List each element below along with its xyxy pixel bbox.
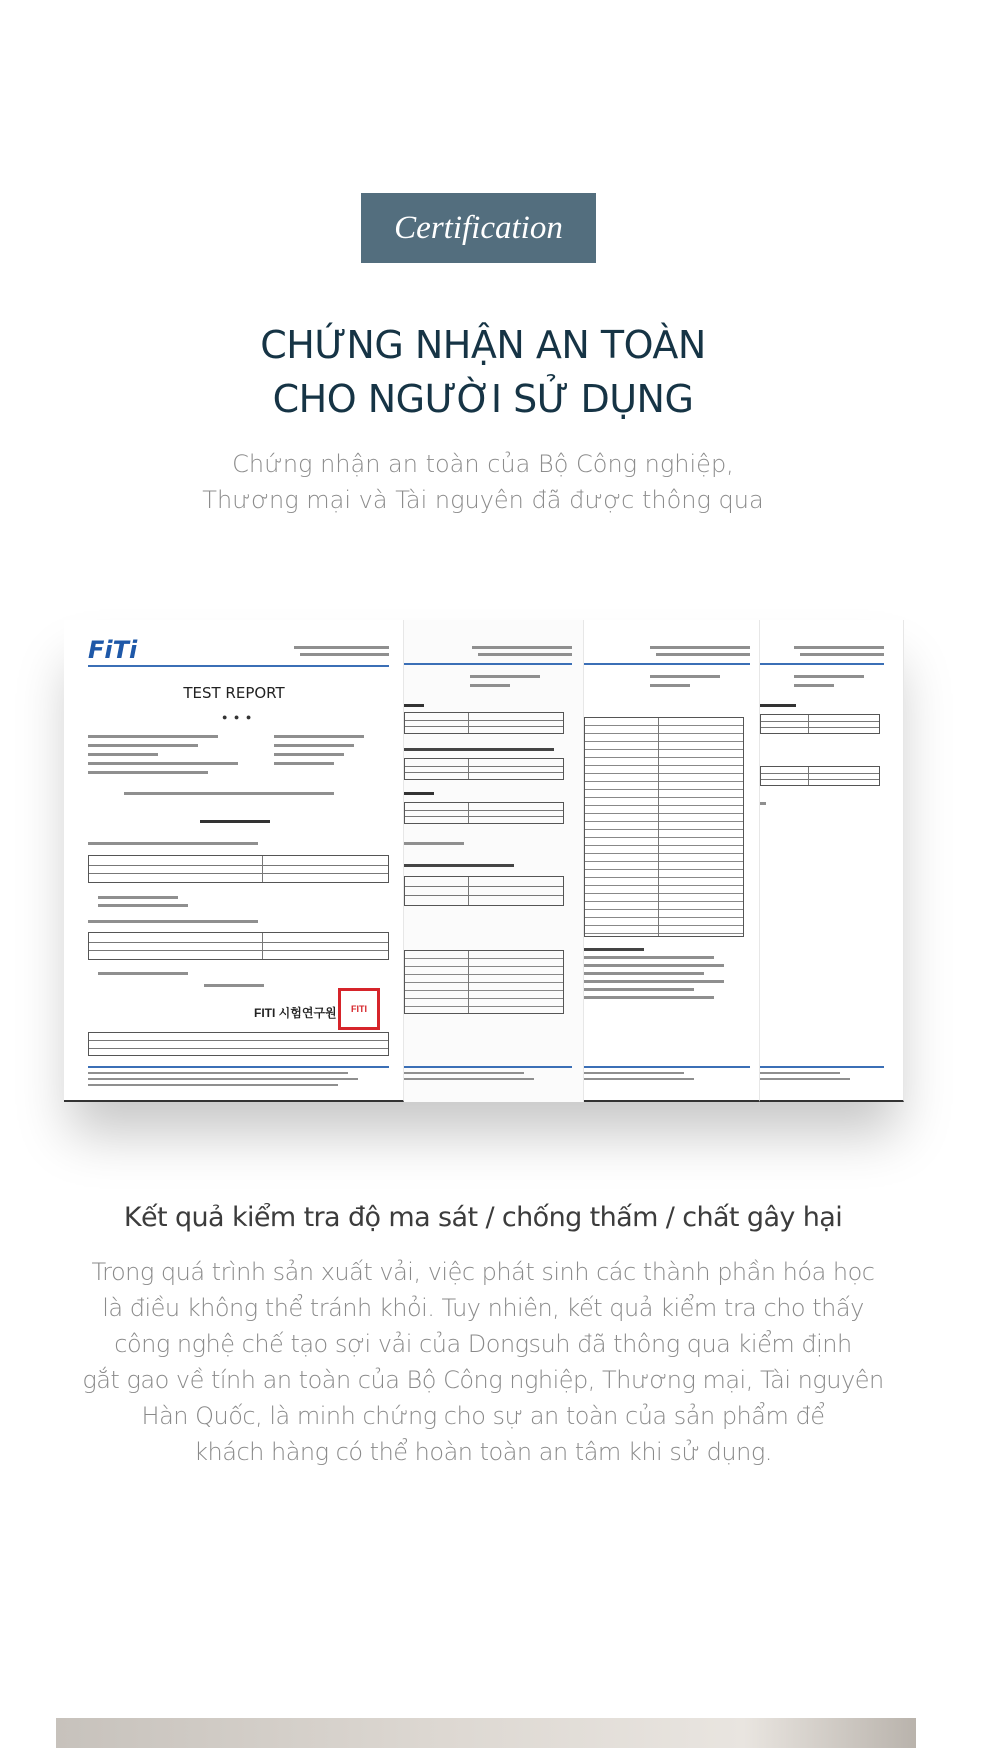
- test-report-page-4: [760, 620, 904, 1102]
- description-line: công nghệ chế tạo sợi vải của Dongsuh đã thông qua kiểm định: [114, 1330, 852, 1358]
- report-title: TEST REPORT: [183, 684, 285, 702]
- test-report-page-2: [404, 620, 584, 1102]
- test-result-description: [70, 1254, 896, 1470]
- test-report-page-1: [64, 620, 404, 1102]
- lab-name: FITI 시험연구원: [254, 1006, 337, 1020]
- description-line: gắt gao về tính an toàn của Bộ Công nghiệp, Thương mại, Tài nguyên: [82, 1366, 884, 1394]
- test-report-documents: [64, 620, 904, 1102]
- certification-badge: [361, 193, 596, 263]
- fiti-logo: FiTi: [88, 636, 138, 664]
- test-result-title: Kết quả kiểm tra độ ma sát / chống thấm / chất gây hại: [123, 1202, 843, 1233]
- page-subtitle: [0, 446, 966, 518]
- page-headline: [0, 318, 966, 426]
- bottom-product-image: [56, 1718, 916, 1748]
- description-line: khách hàng có thể hoàn toàn an tâm khi sử dụng.: [194, 1438, 772, 1466]
- headline-line-1: CHỨNG NHẬN AN TOÀN: [260, 323, 706, 367]
- subtitle-line-1: Chứng nhận an toàn của Bộ Công nghiệp,: [232, 450, 734, 478]
- lab-seal: FITI: [338, 988, 380, 1030]
- description-line: Trong quá trình sản xuất vải, việc phát sinh các thành phần hóa học: [91, 1258, 875, 1286]
- test-report-page-3: [584, 620, 760, 1102]
- certification-label: Certification: [394, 209, 563, 246]
- headline-line-2: CHO NGƯỜI SỬ DỤNG: [272, 377, 694, 421]
- report-dots: ● ● ●: [222, 712, 254, 722]
- description-line: Hàn Quốc, là minh chứng cho sự an toàn của sản phẩm để: [141, 1402, 825, 1430]
- description-line: là điều không thể tránh khỏi. Tuy nhiên, kết quả kiểm tra cho thấy: [102, 1294, 864, 1322]
- subtitle-line-2: Thương mại và Tài nguyên đã được thông qua: [202, 486, 764, 514]
